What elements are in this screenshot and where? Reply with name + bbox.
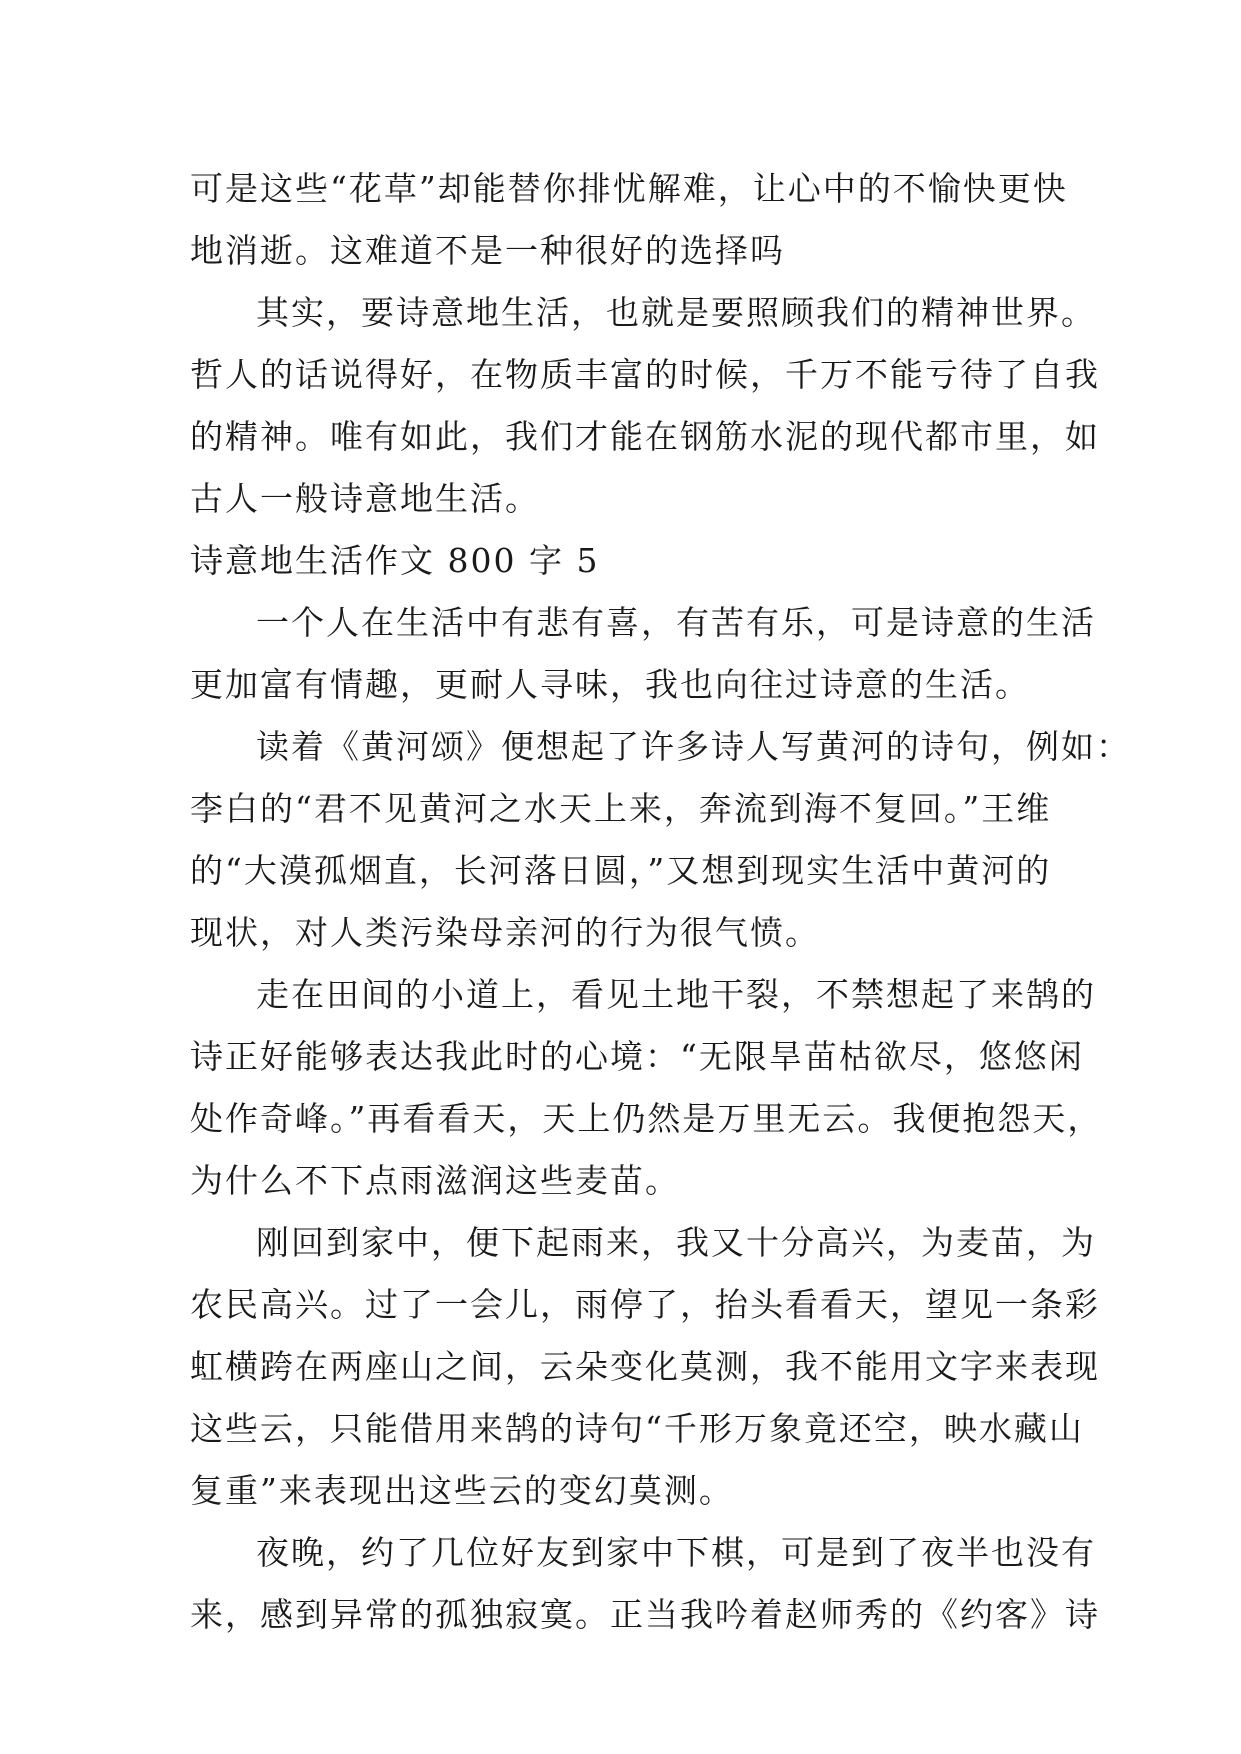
paragraph-start-line: 刚回到家中，便下起雨来，我又十分高兴，为麦苗，为 bbox=[256, 1223, 1096, 1262]
text-line: 地消逝。这难道不是一种很好的选择吗 bbox=[190, 231, 785, 270]
text-line: 虹横跨在两座山之间，云朵变化莫测，我不能用文字来表现 bbox=[190, 1347, 1100, 1386]
section-heading: 诗意地生活作文 800 字 5 bbox=[190, 541, 600, 580]
text-line: 现状，对人类污染母亲河的行为很气愤。 bbox=[190, 913, 820, 952]
paragraph-start-line: 其实，要诗意地生活，也就是要照顾我们的精神世界。 bbox=[256, 293, 1096, 332]
text-line: 来，感到异常的孤独寂寞。正当我吟着赵师秀的《约客》诗 bbox=[190, 1595, 1100, 1634]
text-line: 的“大漠孤烟直，长河落日圆，”又想到现实生活中黄河的 bbox=[190, 851, 1052, 890]
text-line: 可是这些“花草”却能替你排忧解难，让心中的不愉快更快 bbox=[190, 169, 1068, 208]
text-line: 这些云，只能借用来鹄的诗句“千形万象竟还空，映水藏山 bbox=[190, 1409, 1084, 1448]
text-line: 哲人的话说得好，在物质丰富的时候，千万不能亏待了自我 bbox=[190, 355, 1100, 394]
paragraph-start-line: 走在田间的小道上，看见土地干裂，不禁想起了来鹄的 bbox=[256, 975, 1096, 1014]
text-line: 更加富有情趣，更耐人寻味，我也向往过诗意的生活。 bbox=[190, 665, 1030, 704]
text-line: 诗正好能够表达我此时的心境：“无限旱苗枯欲尽，悠悠闲 bbox=[190, 1037, 1084, 1076]
paragraph-start-line: 夜晚，约了几位好友到家中下棋，可是到了夜半也没有 bbox=[256, 1533, 1096, 1572]
paragraph-start-line: 读着《黄河颂》便想起了许多诗人写黄河的诗句，例如： bbox=[256, 727, 1131, 766]
text-line: 处作奇峰。”再看看天，天上仍然是万里无云。我便抱怨天， bbox=[190, 1099, 1103, 1138]
text-line: 李白的“君不见黄河之水天上来，奔流到海不复回。”王维 bbox=[190, 789, 1052, 828]
text-line: 古人一般诗意地生活。 bbox=[190, 479, 540, 518]
paragraph-start-line: 一个人在生活中有悲有喜，有苦有乐，可是诗意的生活 bbox=[256, 603, 1096, 642]
text-line: 为什么不下点雨滋润这些麦苗。 bbox=[190, 1161, 680, 1200]
document-body bbox=[190, 158, 1131, 1646]
text-line: 的精神。唯有如此，我们才能在钢筋水泥的现代都市里，如 bbox=[190, 417, 1100, 456]
text-line: 农民高兴。过了一会儿，雨停了，抬头看看天，望见一条彩 bbox=[190, 1285, 1100, 1324]
text-line: 复重”来表现出这些云的变幻莫测。 bbox=[190, 1471, 734, 1510]
